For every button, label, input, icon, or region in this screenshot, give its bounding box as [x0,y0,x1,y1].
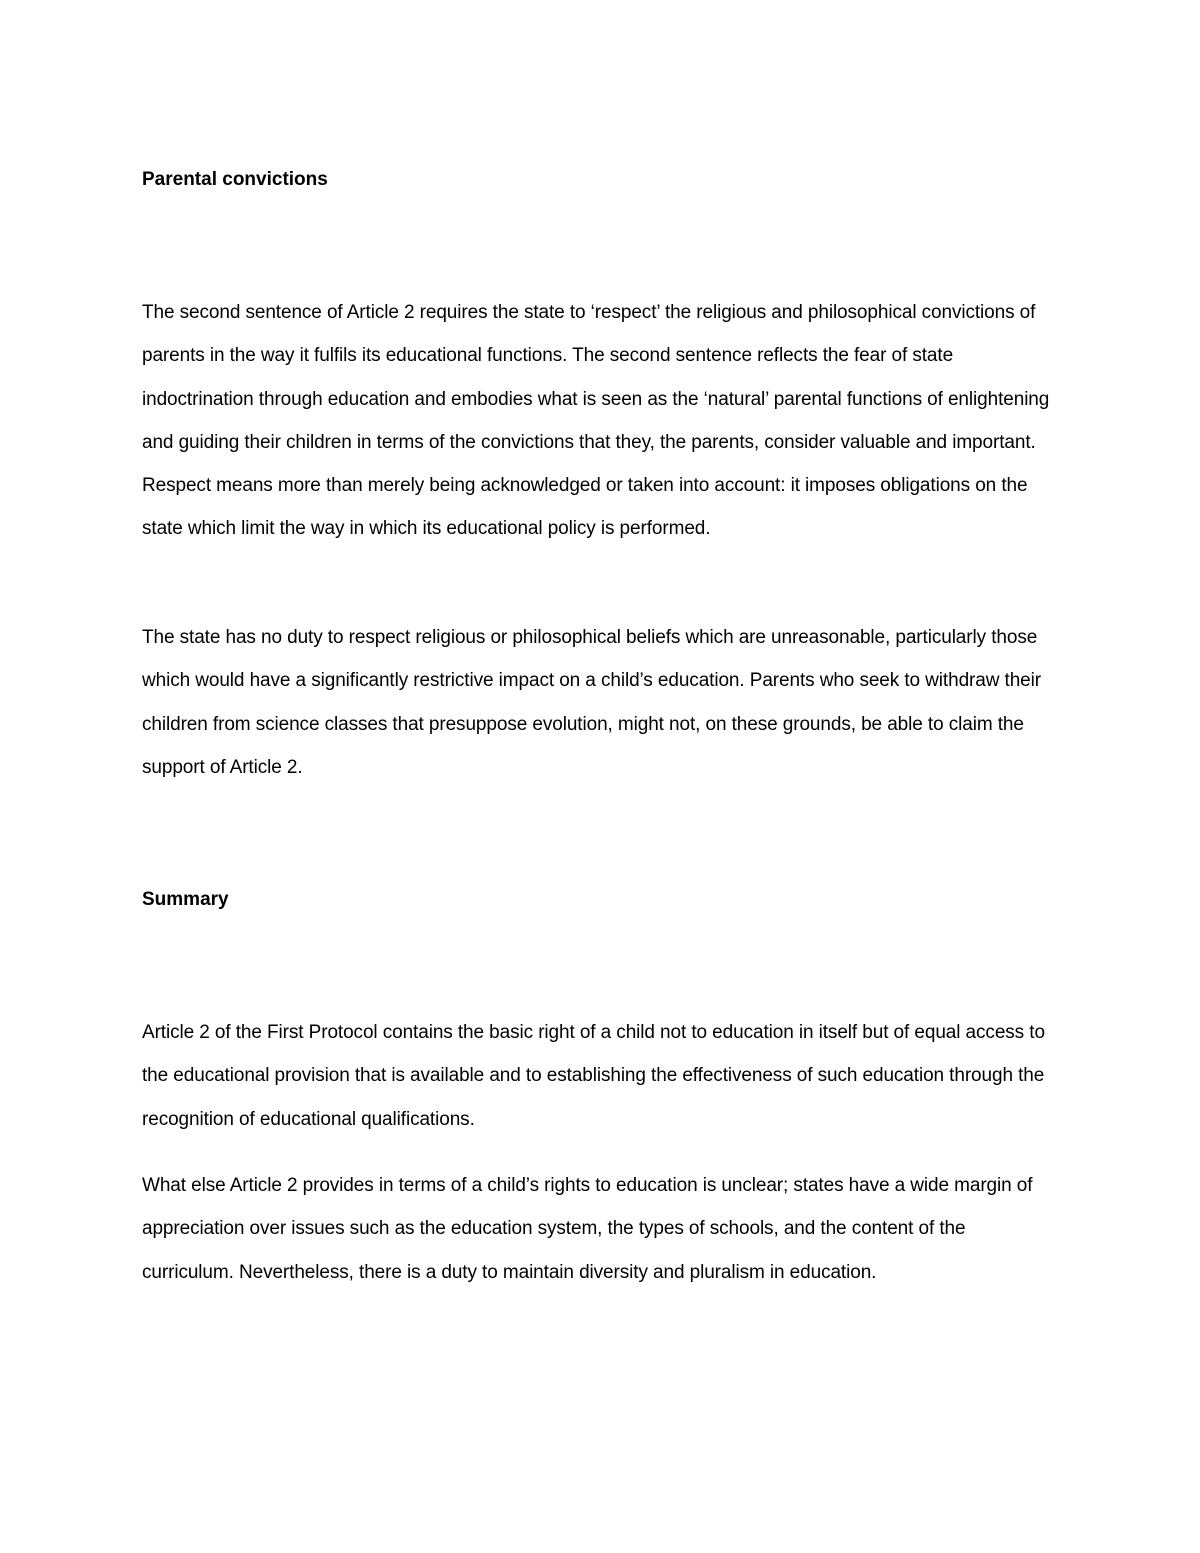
paragraph: The state has no duty to respect religious or philosophical beliefs which are unreasonable, particularly those which would have a significantly restrictive impact on a child’s education. Parents who seek to withdraw their children from science classes that presuppose evolution, might not, on these grounds, be able to claim the support of Article 2. [142,627,1041,778]
section-heading-summary: Summary [142,889,229,910]
paragraph: The second sentence of Article 2 requires the state to ‘respect’ the religious and philosophical convictions of parents in the way it fulfils its educational functions. The second sentence reflects the fear of state indoctrination through education and embodies what is seen as the ‘natural’ parental functions of enlightening and guiding their children in terms of the convictions that they, the parents, consider valuable and important. Respect means more than merely being acknowledged or taken into account: it imposes obligations on the state which limit the way in which its educational policy is performed. [142,302,1050,540]
section-heading-parental-convictions: Parental convictions [142,169,328,190]
paragraph: What else Article 2 provides in terms of a child’s rights to education is unclear; states have a wide margin of appreciation over issues such as the education system, the types of schools, and the content of the curriculum. Nevertheless, there is a duty to maintain diversity and pluralism in education. [142,1175,1033,1283]
paragraph: Article 2 of the First Protocol contains the basic right of a child not to education in itself but of equal access to the educational provision that is available and to establishing the effectiveness of such education through the recognition of educational qualifications. [142,1022,1045,1130]
